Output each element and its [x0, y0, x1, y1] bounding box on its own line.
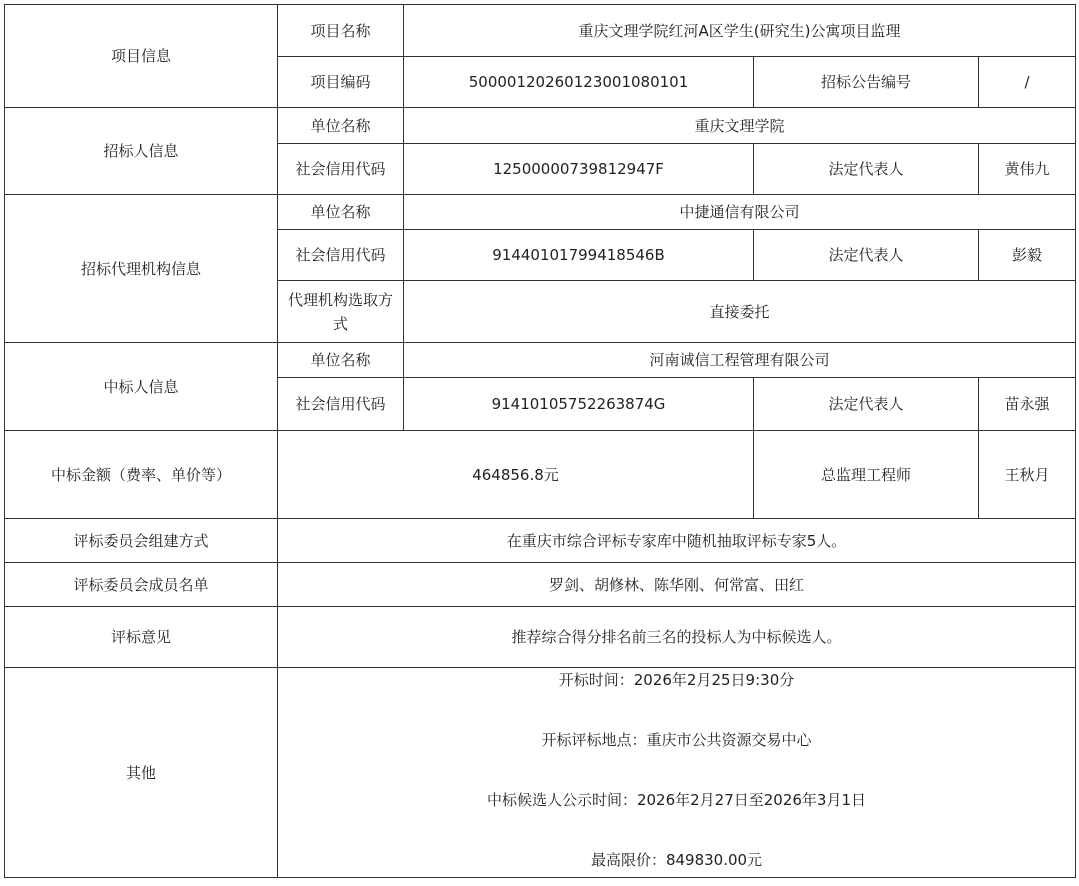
bid-result-table	[4, 4, 1076, 878]
project-section-label: 项目信息	[5, 5, 278, 108]
winner-unit-value: 河南诚信工程管理有限公司	[404, 343, 1076, 378]
winner-unit-row	[5, 343, 1076, 378]
project-name-label: 项目名称	[278, 5, 404, 57]
committee-formation-row	[5, 519, 1076, 563]
tenderer-rep-value: 黄伟九	[979, 144, 1076, 195]
agency-unit-label: 单位名称	[278, 195, 404, 230]
chief-engineer-value: 王秋月	[979, 431, 1076, 519]
winner-credit-label: 社会信用代码	[278, 378, 404, 431]
opinion-row	[5, 607, 1076, 668]
agency-rep-value: 彭毅	[979, 230, 1076, 281]
open-time-text: 开标时间：2026年2月25日9:30分	[558, 671, 795, 689]
amount-label: 中标金额（费率、单价等）	[5, 431, 278, 519]
publicity-time-text: 中标候选人公示时间：2026年2月27日至2026年3月1日	[486, 791, 867, 809]
tenderer-unit-label: 单位名称	[278, 108, 404, 144]
tenderer-credit-value: 12500000739812947F	[404, 144, 754, 195]
other-row	[5, 668, 1076, 878]
amount-row	[5, 431, 1076, 519]
notice-number-value: /	[979, 57, 1076, 108]
opinion-value: 推荐综合得分排名前三名的投标人为中标候选人。	[278, 607, 1076, 668]
other-details	[278, 668, 1076, 878]
agency-method-value: 直接委托	[404, 281, 1076, 343]
tenderer-unit-value: 重庆文理学院	[404, 108, 1076, 144]
tenderer-unit-row	[5, 108, 1076, 144]
chief-engineer-label: 总监理工程师	[754, 431, 979, 519]
committee-formation-value: 在重庆市综合评标专家库中随机抽取评标专家5人。	[278, 519, 1076, 563]
agency-method-label: 代理机构选取方式	[278, 281, 404, 343]
project-name-row	[5, 5, 1076, 57]
agency-section-label: 招标代理机构信息	[5, 195, 278, 343]
project-name-value: 重庆文理学院红河A区学生(研究生)公寓项目监理	[404, 5, 1076, 57]
committee-members-value: 罗剑、胡修林、陈华刚、何常富、田红	[278, 563, 1076, 607]
committee-formation-label: 评标委员会组建方式	[5, 519, 278, 563]
agency-unit-row	[5, 195, 1076, 230]
other-label: 其他	[5, 668, 278, 878]
winner-rep-value: 苗永强	[979, 378, 1076, 431]
max-price-text: 最高限价：849830.00元	[590, 851, 763, 869]
location-text: 开标评标地点：重庆市公共资源交易中心	[541, 731, 812, 749]
agency-credit-label: 社会信用代码	[278, 230, 404, 281]
tenderer-credit-label: 社会信用代码	[278, 144, 404, 195]
winner-rep-label: 法定代表人	[754, 378, 979, 431]
opinion-label: 评标意见	[5, 607, 278, 668]
amount-value: 464856.8元	[278, 431, 754, 519]
project-code-label: 项目编码	[278, 57, 404, 108]
committee-members-row	[5, 563, 1076, 607]
tenderer-section-label: 招标人信息	[5, 108, 278, 195]
tenderer-rep-label: 法定代表人	[754, 144, 979, 195]
committee-members-label: 评标委员会成员名单	[5, 563, 278, 607]
notice-number-label: 招标公告编号	[754, 57, 979, 108]
winner-credit-value: 91410105752263874G	[404, 378, 754, 431]
agency-unit-value: 中捷通信有限公司	[404, 195, 1076, 230]
winner-section-label: 中标人信息	[5, 343, 278, 431]
agency-rep-label: 法定代表人	[754, 230, 979, 281]
winner-unit-label: 单位名称	[278, 343, 404, 378]
project-code-value: 500001202601230010801​01	[404, 57, 754, 108]
agency-credit-value: 91440101799418546B	[404, 230, 754, 281]
